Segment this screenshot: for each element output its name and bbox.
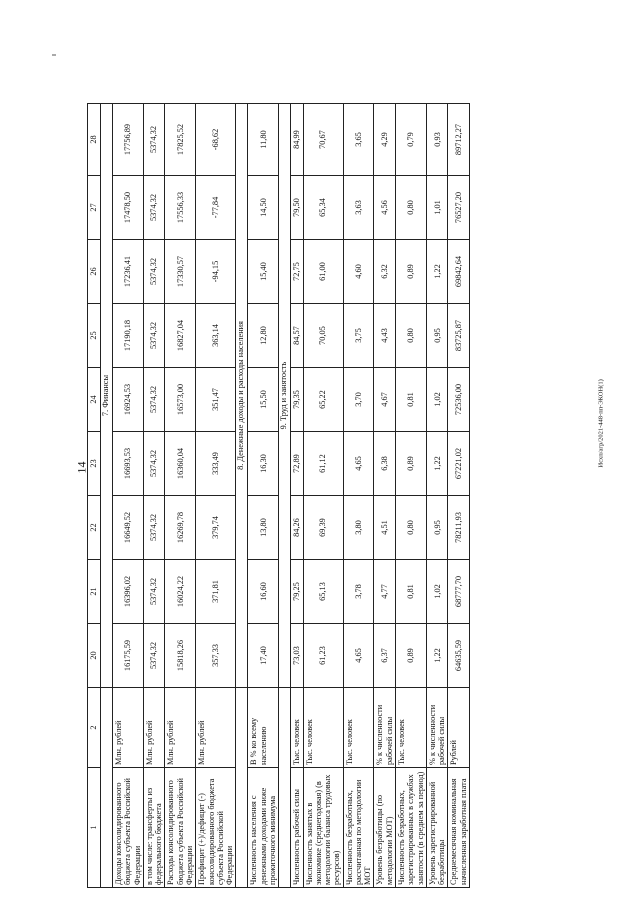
indicator-cell: Доходы консолидированного бюджета субъекта Российской Федерации	[113, 768, 144, 888]
value-cell: 5374,32	[143, 624, 165, 688]
value-cell: 357,33	[196, 624, 236, 688]
value-cell: 0,81	[396, 368, 427, 432]
table-row	[143, 104, 165, 888]
value-cell: 4,29	[374, 104, 396, 176]
indicator-cell: Расходы консолидированного бюджета субъекта Российской Федерации	[165, 768, 196, 888]
value-cell: 1,22	[426, 432, 448, 496]
value-cell: 70,67	[303, 104, 343, 176]
value-cell: 0,81	[396, 560, 427, 624]
value-cell: 76527,20	[448, 176, 470, 240]
value-cell: 5374,32	[143, 496, 165, 560]
value-cell: 3,70	[343, 368, 374, 432]
value-cell: 61,00	[303, 240, 343, 304]
value-cell: 84,26	[291, 496, 303, 560]
column-header: 1	[88, 768, 101, 888]
value-cell: 17478,50	[113, 176, 144, 240]
value-cell: -77,84	[196, 176, 236, 240]
value-cell: 65,34	[303, 176, 343, 240]
value-cell: 13,80	[248, 496, 279, 560]
value-cell: 65,22	[303, 368, 343, 432]
value-cell: 79,25	[291, 560, 303, 624]
table-row	[374, 104, 396, 888]
section-spacer	[279, 688, 291, 888]
indicator-cell: Численность безработных, рассчитанная по методологии МОТ	[343, 768, 374, 888]
indicator-cell: Уровень безработицы (по методологии МОТ)	[374, 768, 396, 888]
value-cell: 83725,87	[448, 304, 470, 368]
value-cell: 16693,53	[113, 432, 144, 496]
value-cell: 67221,02	[448, 432, 470, 496]
value-cell: 72,75	[291, 240, 303, 304]
column-header: 24	[88, 368, 101, 432]
value-cell: 5374,32	[143, 560, 165, 624]
column-header: 22	[88, 496, 101, 560]
value-cell: 5374,32	[143, 304, 165, 368]
value-cell: 333,49	[196, 432, 236, 496]
value-cell: 0,80	[396, 176, 427, 240]
value-cell: -94,15	[196, 240, 236, 304]
unit-cell: Тыс. человек	[396, 688, 427, 768]
value-cell: 15818,26	[165, 624, 196, 688]
table-row	[343, 104, 374, 888]
value-cell: 17190,18	[113, 304, 144, 368]
value-cell: 16573,00	[165, 368, 196, 432]
unit-cell: % к численности рабочей силы	[426, 688, 448, 768]
section-row	[101, 104, 113, 888]
column-header: 20	[88, 624, 101, 688]
value-cell: 16,30	[248, 432, 279, 496]
value-cell: 6,37	[374, 624, 396, 688]
unit-cell: % к численности рабочей силы	[374, 688, 396, 768]
unit-cell: Млн. рублей	[196, 688, 236, 768]
value-cell: 3,80	[343, 496, 374, 560]
document-footer: Исхп/агр/2021-448-пп-ЭКОН(1)	[597, 379, 605, 468]
value-cell: 4,56	[374, 176, 396, 240]
value-cell: 0,93	[426, 104, 448, 176]
table-row	[303, 104, 343, 888]
value-cell: 16360,04	[165, 432, 196, 496]
value-cell: 16649,52	[113, 496, 144, 560]
unit-cell: В % ко всему населению	[248, 688, 279, 768]
indicator-cell: Численность безработных, зарегистрированных в службах занятости (в среднем за период)	[396, 768, 427, 888]
value-cell: 1,22	[426, 624, 448, 688]
value-cell: 1,01	[426, 176, 448, 240]
indicator-cell: Численность населения с денежными доходами ниже прожиточного минимума	[248, 768, 279, 888]
unit-cell: Тыс. человек	[291, 688, 303, 768]
indicator-cell: Численность рабочей силы	[291, 768, 303, 888]
table-rotated-container	[87, 104, 531, 888]
table-row	[113, 104, 144, 888]
value-cell: 4,65	[343, 624, 374, 688]
value-cell: 0,89	[396, 432, 427, 496]
section-title: 8. Денежные доходы и расходы населения	[236, 104, 248, 688]
value-cell: 69842,64	[448, 240, 470, 304]
section-title: 7. Финансы	[101, 104, 113, 688]
value-cell: 15,40	[248, 240, 279, 304]
indicator-cell: Профицит (+)/дефицит (-) консолидированного бюджета субъекта Российской Федерации	[196, 768, 236, 888]
scan-mark	[52, 54, 56, 56]
value-cell: 371,81	[196, 560, 236, 624]
section-row	[279, 104, 291, 888]
column-header: 26	[88, 240, 101, 304]
value-cell: 1,02	[426, 560, 448, 624]
value-cell: 78211,93	[448, 496, 470, 560]
unit-cell: Рублей	[448, 688, 470, 768]
value-cell: 0,95	[426, 496, 448, 560]
value-cell: 4,67	[374, 368, 396, 432]
value-cell: 69,39	[303, 496, 343, 560]
value-cell: 16,60	[248, 560, 279, 624]
table-row	[448, 104, 470, 888]
value-cell: 5374,32	[143, 240, 165, 304]
value-cell: 4,77	[374, 560, 396, 624]
header-row	[88, 104, 101, 888]
value-cell: 14,50	[248, 176, 279, 240]
value-cell: 6,38	[374, 432, 396, 496]
value-cell: 65,13	[303, 560, 343, 624]
value-cell: 68777,70	[448, 560, 470, 624]
value-cell: 72,89	[291, 432, 303, 496]
table-body	[101, 104, 470, 888]
value-cell: 0,80	[396, 304, 427, 368]
table-row	[165, 104, 196, 888]
table-row	[291, 104, 303, 888]
value-cell: 0,89	[396, 240, 427, 304]
value-cell: 0,95	[426, 304, 448, 368]
value-cell: 16396,02	[113, 560, 144, 624]
value-cell: 5374,32	[143, 176, 165, 240]
unit-cell: Млн. рублей	[143, 688, 165, 768]
value-cell: 61,12	[303, 432, 343, 496]
value-cell: 17756,89	[113, 104, 144, 176]
value-cell: 5374,32	[143, 432, 165, 496]
value-cell: 61,23	[303, 624, 343, 688]
value-cell: 5374,32	[143, 104, 165, 176]
column-header: 27	[88, 176, 101, 240]
value-cell: 15,50	[248, 368, 279, 432]
table-row	[248, 104, 279, 888]
value-cell: 1,22	[426, 240, 448, 304]
indicator-cell: Уровень зарегистрированной безработицы	[426, 768, 448, 888]
value-cell: 4,65	[343, 432, 374, 496]
value-cell: 16827,04	[165, 304, 196, 368]
table-row	[426, 104, 448, 888]
section-spacer	[101, 688, 113, 888]
column-header: 28	[88, 104, 101, 176]
value-cell: 4,60	[343, 240, 374, 304]
value-cell: 79,50	[291, 176, 303, 240]
value-cell: 17556,33	[165, 176, 196, 240]
value-cell: 72536,00	[448, 368, 470, 432]
value-cell: 70,05	[303, 304, 343, 368]
section-title: 9. Труд и занятость	[279, 104, 291, 688]
value-cell: 379,74	[196, 496, 236, 560]
unit-cell: Тыс. человек	[343, 688, 374, 768]
value-cell: 11,80	[248, 104, 279, 176]
value-cell: -68,62	[196, 104, 236, 176]
value-cell: 17330,57	[165, 240, 196, 304]
value-cell: 3,78	[343, 560, 374, 624]
value-cell: 3,63	[343, 176, 374, 240]
value-cell: 17825,52	[165, 104, 196, 176]
column-header: 25	[88, 304, 101, 368]
value-cell: 6,32	[374, 240, 396, 304]
value-cell: 1,02	[426, 368, 448, 432]
value-cell: 73,03	[291, 624, 303, 688]
section-spacer	[236, 688, 248, 888]
table-row	[196, 104, 236, 888]
value-cell: 79,35	[291, 368, 303, 432]
value-cell: 16024,22	[165, 560, 196, 624]
column-header: 2	[88, 688, 101, 768]
value-cell: 3,65	[343, 104, 374, 176]
column-header: 23	[88, 432, 101, 496]
table-row	[396, 104, 427, 888]
value-cell: 4,43	[374, 304, 396, 368]
value-cell: 16175,59	[113, 624, 144, 688]
value-cell: 4,51	[374, 496, 396, 560]
value-cell: 16924,53	[113, 368, 144, 432]
value-cell: 0,80	[396, 496, 427, 560]
value-cell: 12,80	[248, 304, 279, 368]
indicator-cell: Среднемесячная номинальная начисленная заработная плата	[448, 768, 470, 888]
unit-cell: Тыс. человек	[303, 688, 343, 768]
value-cell: 0,79	[396, 104, 427, 176]
value-cell: 89712,27	[448, 104, 470, 176]
value-cell: 64635,59	[448, 624, 470, 688]
indicator-cell: Численность занятых в экономике (среднегодовая) (в методологии баланса трудовых ресурсов)	[303, 768, 343, 888]
indicator-cell: в том числе: трансферты из федерального бюджета	[143, 768, 165, 888]
forecast-table	[87, 103, 470, 888]
column-header: 21	[88, 560, 101, 624]
value-cell: 84,99	[291, 104, 303, 176]
value-cell: 16269,78	[165, 496, 196, 560]
unit-cell: Млн. рублей	[165, 688, 196, 768]
unit-cell: Млн. рублей	[113, 688, 144, 768]
value-cell: 5374,32	[143, 368, 165, 432]
page-number: 14	[74, 461, 89, 474]
value-cell: 3,75	[343, 304, 374, 368]
value-cell: 351,47	[196, 368, 236, 432]
value-cell: 17,40	[248, 624, 279, 688]
section-row	[236, 104, 248, 888]
value-cell: 363,14	[196, 304, 236, 368]
value-cell: 17236,41	[113, 240, 144, 304]
value-cell: 0,89	[396, 624, 427, 688]
value-cell: 84,57	[291, 304, 303, 368]
